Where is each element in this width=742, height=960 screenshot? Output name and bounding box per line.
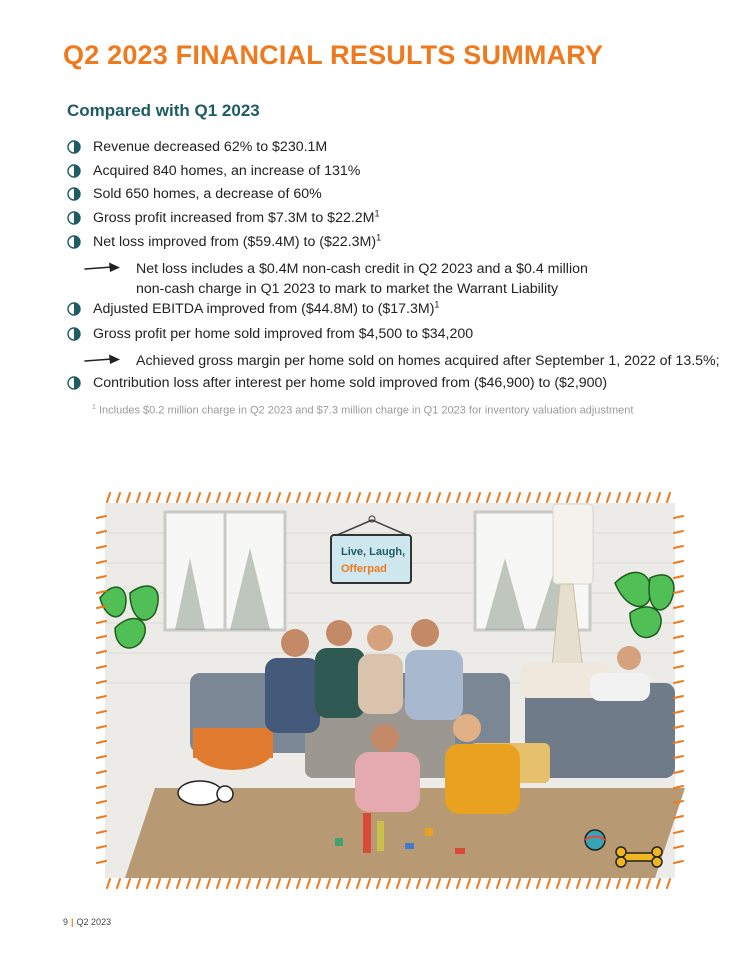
bullet-text: Revenue decreased 62% to $230.1M	[93, 139, 328, 155]
half-filled-circle-icon	[67, 327, 81, 341]
footnote-marker: 1	[92, 404, 96, 411]
bullet-text: Gross profit per home sold improved from $4,500 to $34,200	[93, 326, 474, 342]
half-filled-circle-icon	[67, 235, 81, 249]
half-filled-circle-icon	[67, 140, 81, 154]
half-filled-circle-icon	[67, 376, 81, 390]
page-number: 9	[63, 917, 69, 927]
half-filled-circle-icon	[67, 164, 81, 178]
family-living-room-photo	[95, 488, 685, 893]
half-filled-circle-icon	[67, 211, 81, 225]
bullet-text: Sold 650 homes, a decrease of 60%	[93, 186, 322, 202]
arrow-right-icon	[84, 353, 124, 367]
bullet-text: Adjusted EBITDA improved from ($44.8M) to ($17.3M)$^1$	[93, 299, 440, 317]
footnote-text: Includes $0.2 million charge in Q2 2023 and $7.3 million charge in Q1 2023 for inventory valuation adjustment	[98, 404, 634, 417]
sign-text-line1: Live, Laugh,	[341, 546, 406, 558]
page-footer	[63, 917, 111, 927]
footer-separator: |	[71, 917, 74, 927]
bullet-text: Gross profit increased from $7.3M to $\$22.2M^1$	[93, 208, 380, 226]
page-title: Q2 2023 FINANCIAL RESULTS SUMMARY	[63, 40, 604, 70]
arrow-right-icon	[84, 261, 124, 275]
sign-text-line2: Offerpad	[341, 563, 387, 575]
bullet-text: Contribution loss after interest per home sold improved from ($46,900) to ($2,900)	[93, 375, 608, 391]
sub-point-text: Net loss includes a $0.4M non-cash credit in Q2 2023 and a $0.4 million non-cash charge in Q1 2023 to mark to market the Warrant Liability	[136, 261, 588, 297]
bullet-text: Acquired 840 homes, an increase of 131%	[93, 163, 361, 179]
footnote	[92, 404, 633, 417]
bullet-text: Net loss improved from ($59.4M) to ($22.3M)$^1$	[93, 232, 382, 250]
half-filled-circle-icon	[67, 187, 81, 201]
section-heading: Compared with Q1 2023	[67, 101, 260, 120]
half-filled-circle-icon	[67, 302, 81, 316]
footer-label: Q2 2023	[76, 917, 112, 927]
sub-point-text: Achieved gross margin per home sold on homes acquired after September 1, 2022 of 13.5%;	[136, 353, 720, 369]
